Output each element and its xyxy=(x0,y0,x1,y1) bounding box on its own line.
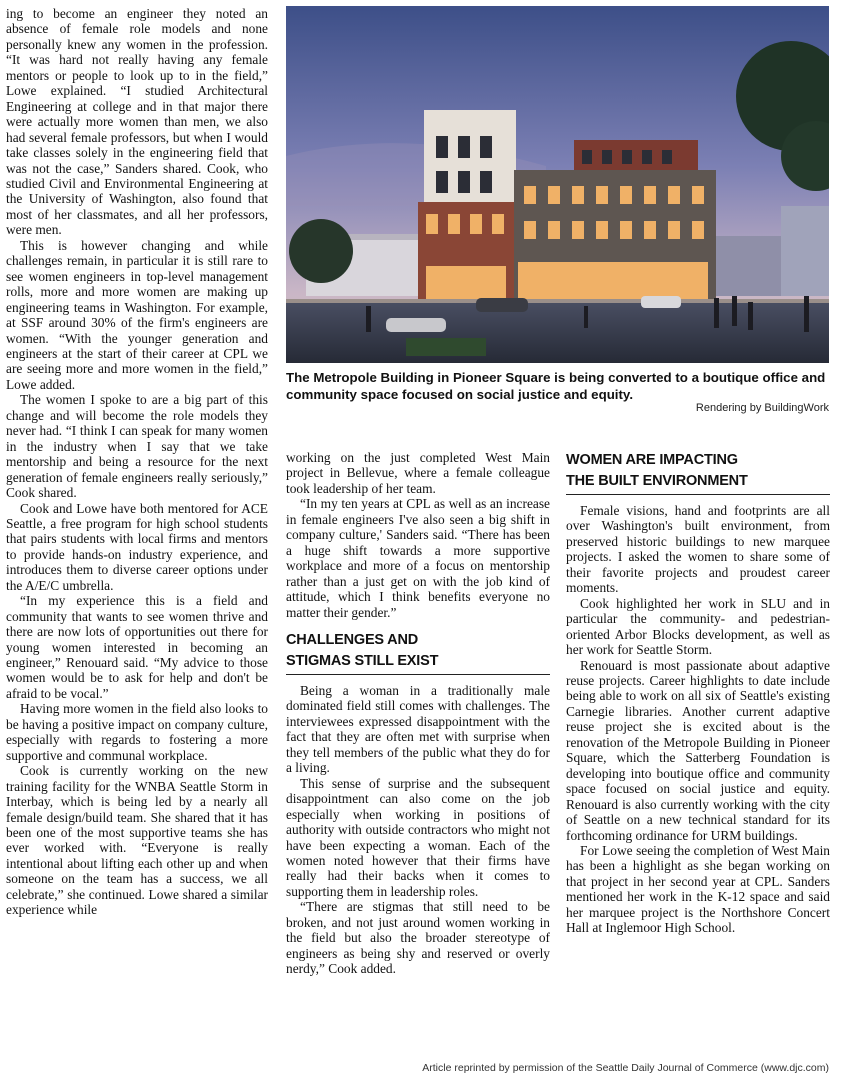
section-heading-challenges xyxy=(286,630,550,675)
article-column-3 xyxy=(566,450,830,936)
paragraph: Cook highlighted her work in SLU and in particular the community- and pedestrian-oriented Arbor Blocks development, as well as her work for Seattle Storm. xyxy=(566,595,830,658)
paragraph: This is however changing and while challenges remain, in particular it is still rare to see women engineers in top-level management rolls, more and more women are making up engineering teams in Washington. For example, at SSF around 30% of the firm's engineers are women. “With the younger generation and engineers at the start of their career at CPL we are seeing more and more women in the field,” Lowe added. xyxy=(6,237,268,392)
photo-caption: The Metropole Building in Pioneer Square is being converted to a boutique office and community space focused on social justice and equity. xyxy=(286,370,826,402)
article-column-1 xyxy=(6,6,268,918)
paragraph: Cook and Lowe have both mentored for ACE Seattle, a free program for high school students that pairs students with local firms and mentors to provide hands-on industry experience, and introduces them to diverse career options under the A/E/C umbrella. xyxy=(6,500,268,593)
paragraph: For Lowe seeing the completion of West Main has been a highlight as she began working on that project in her second year at CPL. Sanders mentioned her work in the K-12 space and said her marquee project is the Northshore Concert Hall at Inglemoor High School. xyxy=(566,842,830,936)
paragraph: Being a woman in a traditionally male dominated field still comes with challenges. The interviewees expressed disappointment with the fact that they are often met with surprise when they tell members of the public what they do for a living. xyxy=(286,682,550,776)
paragraph: ing to become an engineer they noted an absence of female role models and none personally knew any women in the profession. “It was hard not really having any female mentors or people to look up to in the field,” Lowe explained. “I studied Architectural Engineering at college and in that major there were actually more women than men, we also had several female professors, but when I would take classes solely in the engineering field that was not the case,” Sanders shared. Cook, who studied Civil and Environmental Engineering at the University of Washington, also found that most of her classmates, and all her professors, were men. xyxy=(6,6,268,238)
paragraph: “In my experience this is a field and community that wants to see women thrive and there are now lots of opportunities out there for young women interested in becoming an engineer,” Renouard said. “My advice to those women would be to ask for help and don't be afraid to be vocal.” xyxy=(6,593,268,701)
article-column-2 xyxy=(286,450,550,977)
paragraph: Having more women in the field also looks to be having a positive impact on company culture, especially with regards to fostering a more supportive and communal workplace. xyxy=(6,701,268,763)
metropole-building-rendering xyxy=(286,6,829,363)
heading-line: WOMEN ARE IMPACTING xyxy=(566,452,738,468)
paragraph: working on the just completed West Main project in Bellevue, where a female colleague took leadership of her team. xyxy=(286,450,550,496)
section-heading-built-environment xyxy=(566,450,830,495)
paragraph: The women I spoke to are a big part of this change and will become the role models they never had. “I think I can speak for many women in the industry when I say that we take mentorship and being a resource for the next generation of female engineers really seriously,” Cook shared. xyxy=(6,392,268,501)
paragraph: “There are stigmas that still need to be broken, and not just around women working in the field but also the broader stereotype of engineers as being shy and reserved or overly nerdy,” Cook added. xyxy=(286,899,550,977)
heading-line: THE BUILT ENVIRONMENT xyxy=(566,473,748,489)
paragraph: “In my ten years at CPL as well as an increase in female engineers I've also seen a big shift in company culture,' Sanders said. “There has been a huge shift towards a more supportive workplace and more of a focus on mentorship rather than a just get on with the job kind of attitude, which I think benefits everyone no matter their gender.” xyxy=(286,496,550,620)
reprint-permission-note: Article reprinted by permission of the Seattle Daily Journal of Commerce (www.djc.com) xyxy=(422,1062,829,1074)
photo-credit: Rendering by BuildingWork xyxy=(695,402,829,414)
paragraph: Cook is currently working on the new training facility for the WNBA Seattle Storm in Interbay, which is being led by a nearly all female design/build team. She shared that it has been one of the most supportive teams she has ever worked with. “Everyone is really intentional about lifting each other up and when someone on the team has a success, we all celebrate,” she continued. Lowe shared a similar experience while xyxy=(6,763,268,918)
rendering-illustration xyxy=(286,6,829,363)
paragraph: Female visions, hand and footprints are all over Washington's built environment, from preserved historic buildings to new marquee projects. I asked the women to share some of their favorite projects and proudest career moments. xyxy=(566,503,830,596)
paragraph: This sense of surprise and the subsequent disappointment can also come on the job especially when working in positions of authority with outside contractors who might not have been expecting a woman. Each of the women noted however that their firms have really had their backs when it comes to supporting them in leadership roles. xyxy=(286,775,550,899)
heading-line: CHALLENGES AND xyxy=(286,631,418,648)
heading-line: STIGMAS STILL EXIST xyxy=(286,652,439,669)
paragraph: Renouard is most passionate about adaptive reuse projects. Career highlights to date include being able to work on all six of Seattle's existing Carnegie libraries. Another current adaptive reuse project she is excited about is the renovation of the Metropole Building in Pioneer Square, which the Satterberg Foundation is developing into boutique office and community space focused on social justice and equity. Renouard is also currently working with the city of Seattle on a new technical standard for its forthcoming ordinance for URM buildings. xyxy=(566,657,830,843)
